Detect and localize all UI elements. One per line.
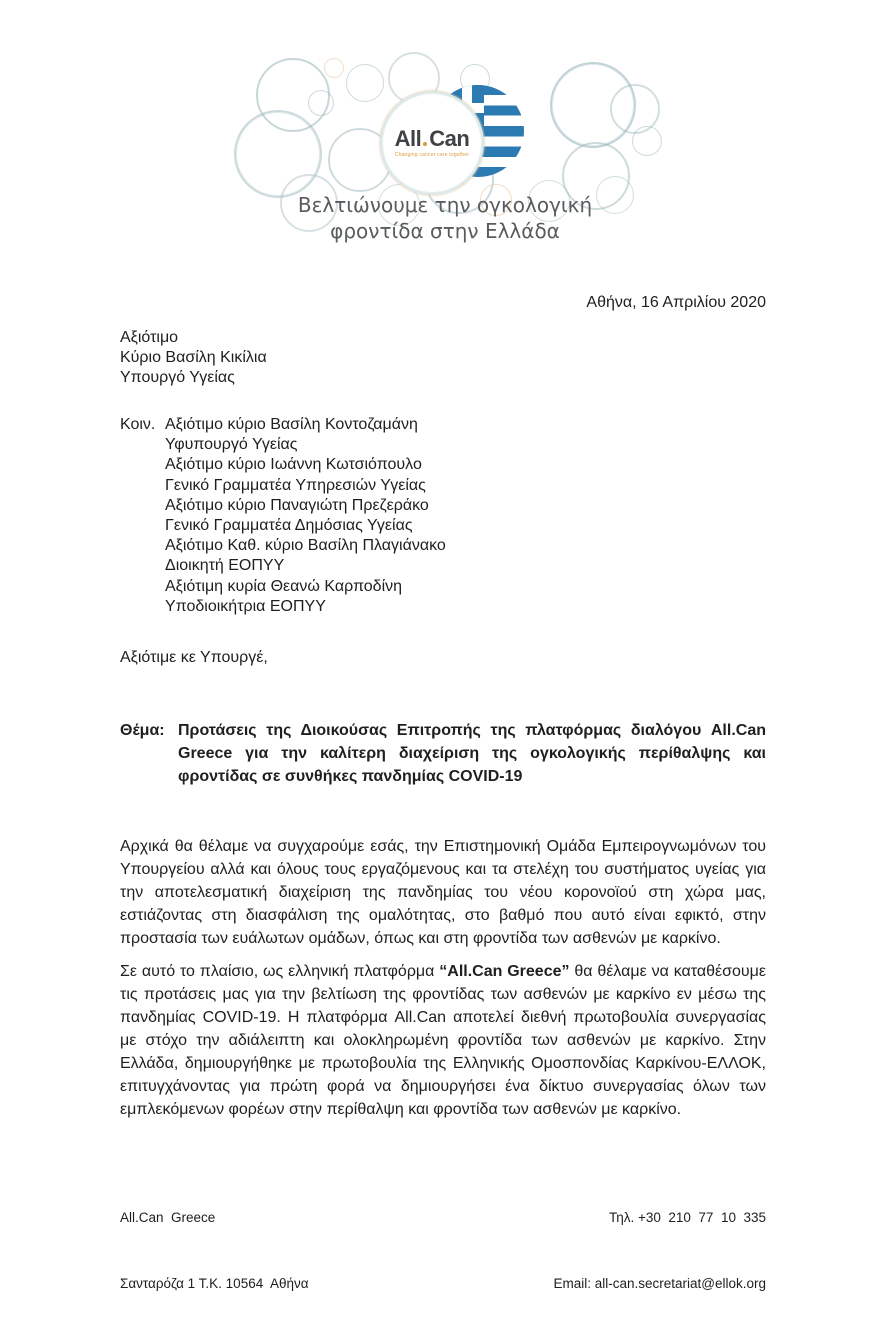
cc-line: Διοικητή ΕΟΠΥΥ [165,557,285,575]
cc-label: Κοιν. [120,416,156,433]
allcan-slogan: Changing cancer care together [394,152,470,158]
cc-line: Αξιότιμο Καθ. κύριο Βασίλη Πλαγιάνακο [165,537,446,555]
paragraph-2-text: θα θέλαμε να καταθέσουμε τις προτάσεις μας για την βελτίωση της φροντίδας των ασθενών με καρκίνο εν μέσω της πανδημίας COVID-19. Η πλατφόρμα All.Can αποτελεί διεθνή πρωτοβουλία συνεργασίας με στόχο την αδιάλειπτη και ολοκληρωμένη φροντίδα των ασθενών με καρκίνο. Στην Ελλάδα, δημιουργήθηκε με πρωτοβουλία της Ελληνικής Ομοσπονδίας Καρκίνου-ΕΛΛΟΚ, επιτυγχάνοντας για πρώτη φορά να δημιουργήσει ένα δίκτυο συνεργασίας όλων των εμπλεκόμενων φορέων στην περίθαλψη και φροντίδα των ασθενών με καρκίνο. [120,963,767,1118]
letter-footer [120,1163,766,1339]
logo-tagline-line2: φροντίδα στην Ελλάδα [330,219,560,243]
cc-line: Υφυπουργό Υγείας [165,436,298,454]
subject-block [120,719,766,788]
cc-line: Αξιότιμο κύριο Βασίλη Κοντοζαμάνη [165,416,418,433]
paragraph-2 [120,960,766,1121]
allcan-wordmark-all: All [394,126,422,151]
footer-address-block [120,1163,309,1339]
recipient-line: Αξιότιμο [120,329,179,346]
allcan-wordmark [395,128,470,150]
salutation: Αξιότιμε κε Υπουργέ, [120,649,268,666]
paragraph-1: Αρχικά θα θέλαμε να συγχαρούμε εσάς, την Επιστημονική Ομάδα Εμπειρογνωμόνων του Υπουργείου αλλά και όλους τους εργαζόμενους και τα στελέχη του συστήματος υγείας για την αποτελεσματική διαχείριση της πανδημίας του νέου κορονοϊού στη χώρα μας, εστιάζοντας στη διασφάλιση της ομαλότητας, στο βαθμό που αυτό είναι εφικτό, στην προστασία των ευάλωτων ομάδων, όπως και στη φροντίδα των ασθενών με καρκίνο. [120,838,766,947]
footer-phone: Τηλ. +30 210 77 10 335 [608,1210,766,1225]
cc-line: Αξιότιμη κυρία Θεανώ Καρποδίνη [165,577,403,595]
footer-email: Email: all-can.secretariat@ellok.org [553,1276,766,1291]
recipient-line: Κύριο Βασίλη Κικίλια [120,349,267,366]
paragraph-2-text: Σε αυτό το πλαίσιο, ως ελληνική πλατφόρμα [120,963,440,980]
cc-line: Αξιότιμο κύριο Παναγιώτη Πρεζεράκο [165,496,429,514]
footer-org: All.Can Greece [120,1210,216,1225]
letter-date: Αθήνα, 16 Απριλίου 2020 [586,294,766,311]
logo-tagline-line1: Βελτιώνουμε την ογκολογική [297,193,593,217]
cc-line: Υποδιοικήτρια ΕΟΠΥΥ [165,597,326,615]
allcan-wordmark-can: Can [429,126,470,151]
cc-line: Αξιότιμο κύριο Ιωάννη Κωτσιόπουλο [165,456,422,474]
footer-address: Σανταρόζα 1 Τ.Κ. 10564 Αθήνα [120,1276,309,1291]
recipient-line: Υπουργό Υγείας [120,369,235,386]
logo-tagline [228,192,662,244]
paragraph-2-bold: “All.Can Greece” [439,963,570,980]
allcan-logo [380,91,484,195]
cc-line: Γενικό Γραμματέα Υπηρεσιών Υγείας [165,476,426,494]
subject-text: Προτάσεις της Διοικούσας Επιτροπής της πλατφόρμας διαλόγου All.Can Greece για την καλίτερη διαχείριση της ογκολογικής περίθαλψης και φροντίδας σε συνθήκες πανδημίας COVID-19 [178,722,766,785]
logo-dot-icon [423,142,427,146]
footer-contact-block [553,1163,766,1339]
recipient-block [120,328,766,388]
cc-block [120,415,766,617]
subject-label: Θέμα: [120,722,165,739]
cc-line: Γενικό Γραμματέα Δημόσιας Υγείας [165,517,413,535]
cc-list [165,415,446,617]
